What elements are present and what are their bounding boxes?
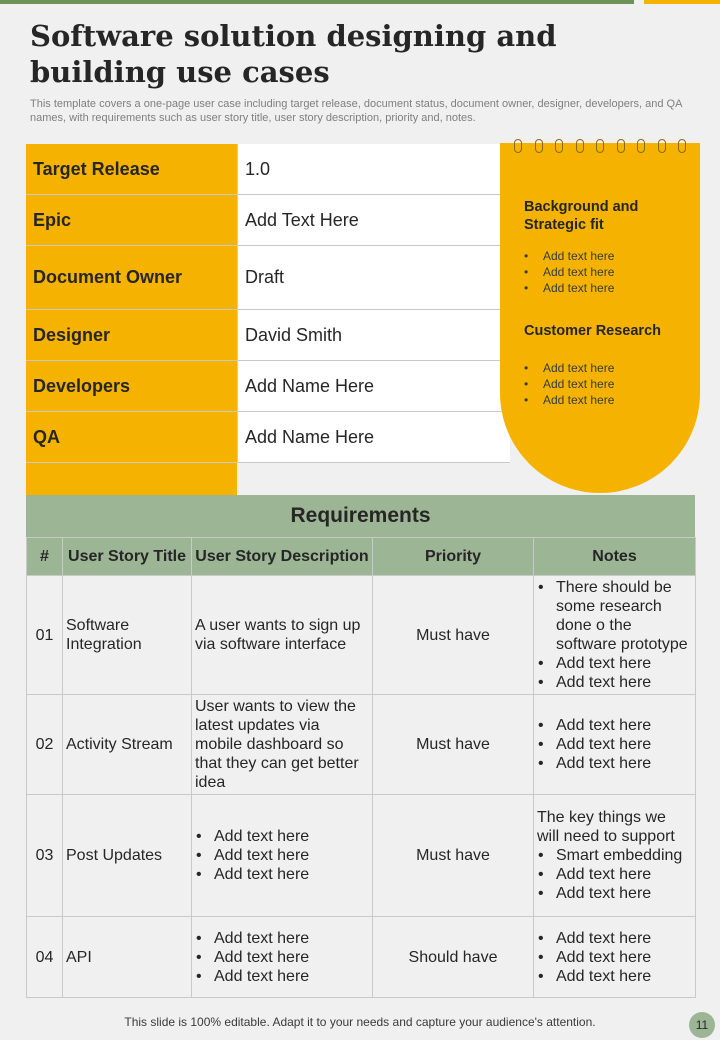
notes bbox=[534, 576, 696, 695]
notepad-card bbox=[500, 143, 700, 493]
list-item: • Add text here bbox=[195, 865, 369, 884]
info-value[interactable]: Add Name Here bbox=[237, 412, 510, 462]
priority: Must have bbox=[373, 576, 534, 695]
notepad-list-background bbox=[524, 248, 690, 296]
list-item: • Add text here bbox=[537, 716, 692, 735]
notepad-heading-background: Background and Strategic fit bbox=[524, 199, 639, 233]
info-key: Designer bbox=[26, 310, 237, 360]
list-item: • Add text here bbox=[524, 280, 690, 296]
column-header: User Story Description bbox=[192, 538, 373, 576]
info-row-qa bbox=[26, 412, 510, 463]
list-item: • Add text here bbox=[537, 673, 692, 692]
list-item: • Add text here bbox=[524, 392, 690, 408]
info-key: Epic bbox=[26, 195, 237, 245]
footer-note: This slide is 100% editable. Adapt it to your needs and capture your audience's attention. bbox=[124, 1015, 596, 1029]
notes bbox=[534, 917, 696, 998]
priority: Should have bbox=[373, 917, 534, 998]
notepad-list-customer-research bbox=[524, 360, 690, 408]
description-list bbox=[195, 827, 369, 884]
yellow-accent-line bbox=[644, 0, 720, 4]
user-story-title: Post Updates bbox=[63, 795, 192, 917]
table-row bbox=[27, 917, 696, 998]
description-list bbox=[195, 929, 369, 986]
list-item: • Add text here bbox=[195, 846, 369, 865]
priority: Must have bbox=[373, 695, 534, 795]
notes-list bbox=[537, 846, 692, 903]
row-number: 02 bbox=[27, 695, 63, 795]
info-value[interactable]: David Smith bbox=[237, 310, 510, 360]
info-row-epic bbox=[26, 195, 510, 246]
requirements-table bbox=[26, 537, 696, 998]
list-item: • Smart embedding bbox=[537, 846, 692, 865]
description-text: User wants to view the latest updates via mobile dashboard so that they can get better idea bbox=[195, 698, 359, 791]
list-item: • Add text here bbox=[537, 654, 692, 673]
description-text: A user wants to sign up via software interface bbox=[195, 617, 361, 653]
list-item: • Add text here bbox=[524, 248, 690, 264]
list-item: • Add text here bbox=[537, 865, 692, 884]
list-item: • There should be some research done o the software prototype bbox=[537, 578, 692, 654]
user-story-description bbox=[192, 695, 373, 795]
column-header: # bbox=[27, 538, 63, 576]
table-row bbox=[27, 695, 696, 795]
ring-icon bbox=[576, 139, 584, 153]
priority: Must have bbox=[373, 795, 534, 917]
ring-icon bbox=[617, 139, 625, 153]
list-item: • Add text here bbox=[524, 360, 690, 376]
ring-icon bbox=[514, 139, 522, 153]
info-row-developers bbox=[26, 361, 510, 412]
user-story-title: API bbox=[63, 917, 192, 998]
list-item: • Add text here bbox=[195, 967, 369, 986]
list-item: • Add text here bbox=[537, 948, 692, 967]
list-item: • Add text here bbox=[524, 376, 690, 392]
info-row-document-owner bbox=[26, 246, 510, 310]
row-number: 04 bbox=[27, 917, 63, 998]
info-key: QA bbox=[26, 412, 237, 462]
notes bbox=[534, 695, 696, 795]
ring-icon bbox=[555, 139, 563, 153]
user-story-title: Activity Stream bbox=[63, 695, 192, 795]
user-story-title: Software Integration bbox=[63, 576, 192, 695]
info-key: Developers bbox=[26, 361, 237, 411]
info-value[interactable]: Add Name Here bbox=[237, 361, 510, 411]
page-subtitle: This template covers a one-page user case including target release, document status, document owner, designer, developers, and QA names, with requirements such as user story title, user story description, priority and, notes. bbox=[30, 98, 682, 124]
ring-icon bbox=[596, 139, 604, 153]
notepad-heading-customer-research: Customer Research bbox=[524, 323, 661, 339]
user-story-description bbox=[192, 917, 373, 998]
table-header-row bbox=[27, 538, 696, 576]
list-item: • Add text here bbox=[537, 884, 692, 903]
ring-icon bbox=[678, 139, 686, 153]
ring-icon bbox=[658, 139, 666, 153]
list-item: • Add text here bbox=[524, 264, 690, 280]
info-value[interactable]: Draft bbox=[237, 246, 510, 309]
row-number: 01 bbox=[27, 576, 63, 695]
info-row-target-release bbox=[26, 144, 510, 195]
notes-list bbox=[537, 716, 692, 773]
user-story-description bbox=[192, 795, 373, 917]
requirements-title: Requirements bbox=[26, 495, 695, 537]
page-number-badge: 11 bbox=[689, 1012, 715, 1038]
notes-list bbox=[537, 578, 692, 692]
column-header: Priority bbox=[373, 538, 534, 576]
list-item: • Add text here bbox=[195, 948, 369, 967]
info-key: Document Owner bbox=[26, 246, 237, 309]
ring-icon bbox=[637, 139, 645, 153]
list-item: • Add text here bbox=[195, 929, 369, 948]
column-header: User Story Title bbox=[63, 538, 192, 576]
green-accent-line bbox=[0, 0, 634, 4]
row-number: 03 bbox=[27, 795, 63, 917]
column-header: Notes bbox=[534, 538, 696, 576]
notes-text: The key things we will need to support bbox=[537, 809, 675, 845]
list-item: • Add text here bbox=[537, 735, 692, 754]
page-title: Software solution designing and building use cases bbox=[30, 19, 557, 89]
user-story-description bbox=[192, 576, 373, 695]
info-value[interactable]: Add Text Here bbox=[237, 195, 510, 245]
info-row-designer bbox=[26, 310, 510, 361]
list-item: • Add text here bbox=[537, 754, 692, 773]
notes-list bbox=[537, 929, 692, 986]
info-key: Target Release bbox=[26, 144, 237, 194]
list-item: • Add text here bbox=[537, 967, 692, 986]
list-item: • Add text here bbox=[195, 827, 369, 846]
ring-icon bbox=[535, 139, 543, 153]
table-row bbox=[27, 795, 696, 917]
list-item: • Add text here bbox=[537, 929, 692, 948]
table-row bbox=[27, 576, 696, 695]
top-accent-bar bbox=[0, 0, 720, 5]
info-value[interactable]: 1.0 bbox=[237, 144, 510, 194]
info-table bbox=[26, 144, 510, 520]
notes bbox=[534, 795, 696, 917]
notepad-rings bbox=[514, 139, 686, 153]
